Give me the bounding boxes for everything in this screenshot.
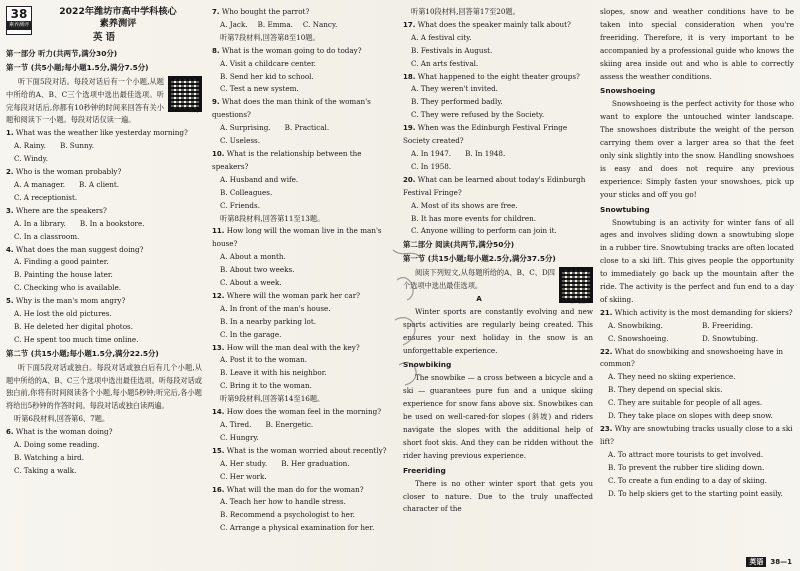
question-8 <box>212 45 397 97</box>
snowtubing-paragraph: Snowtubing is an activity for winter fans of all ages and involves sliding down a snowtubing slope in a rubber tire. Snowtubing tracks are often located close to a ski lift. This gives people the opportunity to immediately go back up the mountain after the ride. The activity is the perfect and fun end to a day of skiing. <box>600 217 794 304</box>
part1-sec2-title: 第二节 (共15小题;每小题1.5分,满分22.5分) <box>6 348 159 358</box>
question-text: Where will the woman park her car? <box>226 290 360 300</box>
option-c: C. Arrange a physical examination for her. <box>220 523 375 533</box>
option-b: B. They performed badly. <box>411 97 503 107</box>
question-text: Why are snowtubing tracks usually close to a ski lift? <box>600 424 793 446</box>
option-a: A. Teach her how to handle stress. <box>220 497 346 507</box>
question-number: 19. <box>403 124 416 133</box>
question-19 <box>403 122 593 174</box>
option-a: A. In front of the man's house. <box>220 303 331 313</box>
option-c: C. Friends. <box>220 200 260 210</box>
question-number: 10. <box>212 149 225 158</box>
question-number: 7. <box>212 8 220 16</box>
question-text: How long will the woman live in the man's house? <box>212 226 382 249</box>
option-c: C. Bring it to the woman. <box>220 381 312 391</box>
footer-subject: 英语 <box>746 557 766 567</box>
option-b: B. Her graduation. <box>281 458 350 468</box>
question-number: 21. <box>600 308 613 317</box>
footer-page-number: 38—1 <box>770 558 792 566</box>
question-18 <box>403 71 593 123</box>
option-a: A. A festival city. <box>411 32 472 42</box>
option-c: C. He spent too much time online. <box>14 334 139 344</box>
question-text: Why is the man's mom angry? <box>15 296 126 306</box>
option-c: C. A receptionist. <box>14 192 78 202</box>
option-a: A. They need no skiing experience. <box>608 372 736 382</box>
snowbiking-heading: Snowbiking <box>403 360 452 370</box>
qr-caption: 全文翻译 <box>569 299 590 306</box>
option-c: C. To create a fun ending to a day of skiing. <box>608 475 767 485</box>
option-a: A. To attract more tourists to get involved. <box>608 449 764 459</box>
question-number: 18. <box>403 72 416 81</box>
option-b: B. Festivals in August. <box>411 45 493 55</box>
question-23 <box>600 423 794 500</box>
option-a: A. Tired. <box>220 420 252 429</box>
option-d: D. They take place on slopes with deep snow. <box>608 411 773 421</box>
option-a: A. Snowbiking. <box>608 320 663 330</box>
question-text: What is the woman worried about recently? <box>226 445 387 455</box>
option-a: A. Husband and wife. <box>220 174 299 184</box>
option-c: C. Useless. <box>220 136 261 146</box>
snowshoeing-heading: Snowshoeing <box>600 86 656 96</box>
qr-caption: 听力 <box>188 107 199 114</box>
option-b: B. Sunny. <box>59 141 95 151</box>
question-5 <box>6 295 202 347</box>
option-b: B. To prevent the rubber tire sliding down. <box>608 462 765 472</box>
option-b: B. Recommend a psychologist to her. <box>220 510 355 520</box>
listening-note-6: 听第6段材料,回答第6、7题。 <box>14 414 110 424</box>
option-a: A. They weren't invited. <box>411 84 498 94</box>
option-b: B. About two weeks. <box>220 265 295 275</box>
question-number: 8. <box>212 46 220 55</box>
question-text: What does the speaker mainly talk about? <box>417 19 571 29</box>
question-21 <box>600 307 794 346</box>
column-4 <box>600 6 794 555</box>
option-a: A. A manager. <box>14 179 66 189</box>
option-b: B. Watching a bird. <box>14 453 85 462</box>
option-c: C. Nancy. <box>302 19 338 29</box>
exam-header <box>6 6 202 30</box>
part2-sec1-title: 第一节 (共15小题;每小题2.5分,满分37.5分) <box>403 254 556 264</box>
part1-sec1-instructions: 听下面5段对话。每段对话后有一个小题,从题中所给的A、B、C三个选项中选出最佳选项。听完每段对话后,你都有10秒钟的时间来回答有关小题和阅读下一小题。每段对话仅读一遍。 <box>6 76 164 125</box>
question-number: 17. <box>403 20 416 29</box>
question-text: What happened to the eight theater groups? <box>417 71 580 81</box>
part2-sec1-instructions: 阅读下列短文,从每题所给的A、B、C、D四个选项中选出最佳选项。 <box>403 268 555 291</box>
question-text: What do snowbiking and snowshoeing have in common? <box>600 346 784 369</box>
listening-note-8: 听第8段材料,回答第11至13题。 <box>220 213 325 223</box>
passage-label: A <box>476 293 482 303</box>
option-a: A. Surprising. <box>220 123 271 133</box>
option-c: C. Snowshoeing. <box>608 333 669 343</box>
page-footer <box>746 557 792 567</box>
option-b: B. Freeriding. <box>702 320 753 330</box>
question-text: What can be learned about today's Edinburgh Festival Fringe? <box>403 174 586 197</box>
option-c: C. Anyone willing to perform can join it. <box>411 226 557 236</box>
option-c: C. Taking a walk. <box>14 465 77 475</box>
question-14 <box>212 406 397 445</box>
option-b: B. He deleted her digital photos. <box>14 321 133 331</box>
question-text: What does the man think of the woman's questions? <box>212 97 371 120</box>
option-a: A. Finding a good painter. <box>14 257 109 267</box>
snowtubing-heading: Snowtubing <box>600 204 650 214</box>
question-text: What does the man suggest doing? <box>15 244 144 254</box>
part1-sec2-instructions: 听下面5段对话或独白。每段对话或独白后有几个小题,从题中所给的A、B、C三个选项中选出最佳选项。听每段对话或独白前,你将有时间阅读各个小题,每小题5秒钟;听完后,各小题将给出5秒钟的作答时间。每段对话或独白读两遍。 <box>6 362 202 411</box>
freeriding-heading: Freeriding <box>403 465 446 475</box>
question-text: What is the woman doing? <box>15 427 113 437</box>
option-c: C. Hungry. <box>220 432 259 442</box>
option-b: B. A client. <box>79 179 120 189</box>
question-text: How does the woman feel in the morning? <box>226 407 382 417</box>
option-a: A. Jack. <box>220 19 248 29</box>
question-text: What will the man do for the woman? <box>226 484 364 494</box>
question-number: 20. <box>403 175 416 184</box>
listening-note-9: 听第9段材料,回答第14至16题。 <box>220 394 325 404</box>
question-number: 23. <box>600 425 613 433</box>
question-number: 1. <box>6 129 14 138</box>
question-16 <box>212 484 397 536</box>
question-15 <box>212 445 397 484</box>
option-a: A. Her study. <box>220 458 268 468</box>
option-b: B. In a nearby parking lot. <box>220 316 317 326</box>
option-a: A. He lost the old pictures. <box>14 309 112 319</box>
option-a: A. Rainy. <box>14 141 46 151</box>
exam-title-line2: 素养测评 <box>99 18 137 29</box>
option-c: C. In the garage. <box>220 329 282 339</box>
question-number: 14. <box>212 408 225 417</box>
snowshoeing-paragraph: Snowshoeing is the perfect activity for those who want to explore the untouched winter landscape. The snowshoes distribute the weight of the person carrying them over a larger area so that the feet only sink slightly into the snow. Handling snowshoes is easy and does not require any previous experience: Simply fasten your snowshoes, pick up your sticks and off you go! <box>600 99 794 199</box>
question-20 <box>403 174 593 239</box>
question-number: 15. <box>212 446 225 455</box>
option-c: C. About a week. <box>220 278 282 288</box>
option-b: B. Energetic. <box>265 420 314 429</box>
question-text: When was the Edinburgh Festival Fringe Society created? <box>403 123 568 146</box>
column-2 <box>212 6 397 555</box>
part1-sec1-title: 第一节 (共5小题;每小题1.5分,满分7.5分) <box>6 62 149 72</box>
question-10 <box>212 148 397 213</box>
freeriding-paragraph-cont: slopes, snow and weather conditions have to be taken into special consideration when you're freeriding. Therefore, it is very important to be accompanied by a professional guide who knows the skiing area inside out and who is able to correctly assess the weather conditions. <box>600 7 794 81</box>
option-a: A. In 1947. <box>411 148 452 158</box>
question-number: 13. <box>212 343 225 352</box>
option-a: A. Most of its shows are free. <box>411 200 518 210</box>
option-a: A. In a library. <box>14 218 66 228</box>
issue-label: 素养测评 <box>8 22 29 28</box>
option-b: B. Leave it with his neighbor. <box>220 368 327 378</box>
option-c: C. Checking who is available. <box>14 283 122 293</box>
option-d: D. To help skiers get to the starting point easily. <box>608 488 783 498</box>
question-number: 11. <box>212 227 225 236</box>
question-number: 12. <box>212 291 225 300</box>
snowbiking-paragraph: The snowbike — a cross between a bicycle and a ski — guarantees pure fun and a unique skiing experience for snow fans above six. Snowbikes can be used on well-cared-for slopes (斜坡) and riders navigate the slopes with the additional help of short foot skis. And they can be ridden without the rider having previous experience. <box>403 373 593 460</box>
question-text: What is the relationship between the speakers? <box>212 148 362 171</box>
option-b: B. Send her kid to school. <box>220 71 314 81</box>
exam-title-line1: 2022年潍坊市高中学科核心 <box>59 6 177 17</box>
translation-qr-code[interactable] <box>559 267 593 306</box>
option-b: B. Painting the house later. <box>14 270 113 280</box>
question-2 <box>6 166 202 205</box>
question-number: 2. <box>6 168 14 177</box>
option-b: B. Practical. <box>284 123 330 133</box>
question-12 <box>212 290 397 342</box>
question-9 <box>212 96 397 148</box>
question-number: 3. <box>6 206 14 215</box>
option-c: C. An arts festival. <box>411 58 479 68</box>
listening-note-7: 听第7段材料,回答第8至10题。 <box>220 32 320 42</box>
question-3 <box>6 205 202 244</box>
question-4 <box>6 244 202 296</box>
option-c: C. Her work. <box>220 471 267 481</box>
pencil-scribble-mark <box>385 240 435 390</box>
question-6 <box>6 426 202 478</box>
option-c: C. Test a new system. <box>220 84 299 94</box>
issue-number: 38 <box>10 7 28 21</box>
question-text: Which activity is the most demanding for skiers? <box>614 307 793 317</box>
listening-note-10: 听第10段材料,回答第17至20题。 <box>411 7 520 16</box>
option-c: C. Windy. <box>14 154 48 164</box>
question-13 <box>212 342 397 394</box>
option-b: B. In a bookstore. <box>79 218 145 228</box>
option-b: B. In 1948. <box>465 148 506 158</box>
question-1 <box>6 127 202 166</box>
part1-title: 第一部分 听力(共两节,满分30分) <box>6 48 118 58</box>
question-text: Who bought the parrot? <box>221 7 310 16</box>
option-c: C. In a classroom. <box>14 231 80 241</box>
option-b: B. Emma. <box>257 19 293 29</box>
freeriding-paragraph: There is no other winter sport that gets you closer to nature. Due to the truly unaffected character of the <box>403 478 593 514</box>
question-11 <box>212 225 397 290</box>
question-number: 16. <box>212 485 225 494</box>
question-number: 5. <box>6 297 14 306</box>
question-number: 22. <box>600 347 613 356</box>
option-b: B. It has more events for children. <box>411 213 537 223</box>
question-text: What is the woman going to do today? <box>221 45 362 55</box>
option-a: A. About a month. <box>220 252 286 262</box>
question-number: 4. <box>6 245 14 254</box>
question-number: 9. <box>212 98 220 107</box>
question-number: 6. <box>6 428 14 437</box>
option-a: A. Doing some reading. <box>14 440 100 450</box>
question-7 <box>212 6 397 32</box>
question-17 <box>403 19 593 71</box>
question-text: How will the man deal with the key? <box>226 342 360 352</box>
option-a: A. Post it to the woman. <box>220 355 308 365</box>
option-b: B. Colleagues. <box>220 187 273 197</box>
column-1 <box>6 6 202 555</box>
listening-qr-code[interactable] <box>168 76 202 112</box>
question-text: Where are the speakers? <box>15 205 107 215</box>
question-text: What was the weather like yesterday morning? <box>15 128 188 138</box>
option-d: D. Snowtubing. <box>702 333 759 343</box>
question-text: Who is the woman probably? <box>15 167 122 177</box>
exam-subject: 英 语 <box>92 32 115 43</box>
option-b: B. They depend on special skis. <box>608 385 723 395</box>
part2-title: 第二部分 阅读(共两节,满分50分) <box>403 240 515 250</box>
option-a: A. Visit a childcare center. <box>220 58 316 68</box>
question-22 <box>600 346 794 423</box>
option-c: C. They are suitable for people of all ages. <box>608 398 763 408</box>
option-c: C. They were refused by the Society. <box>411 110 545 120</box>
option-c: C. In 1958. <box>411 161 452 171</box>
passage-intro: Winter sports are constantly evolving and new sports activities are regularly being created. This ensures your next holiday in the snow is an unforgettable experience. <box>403 306 593 355</box>
